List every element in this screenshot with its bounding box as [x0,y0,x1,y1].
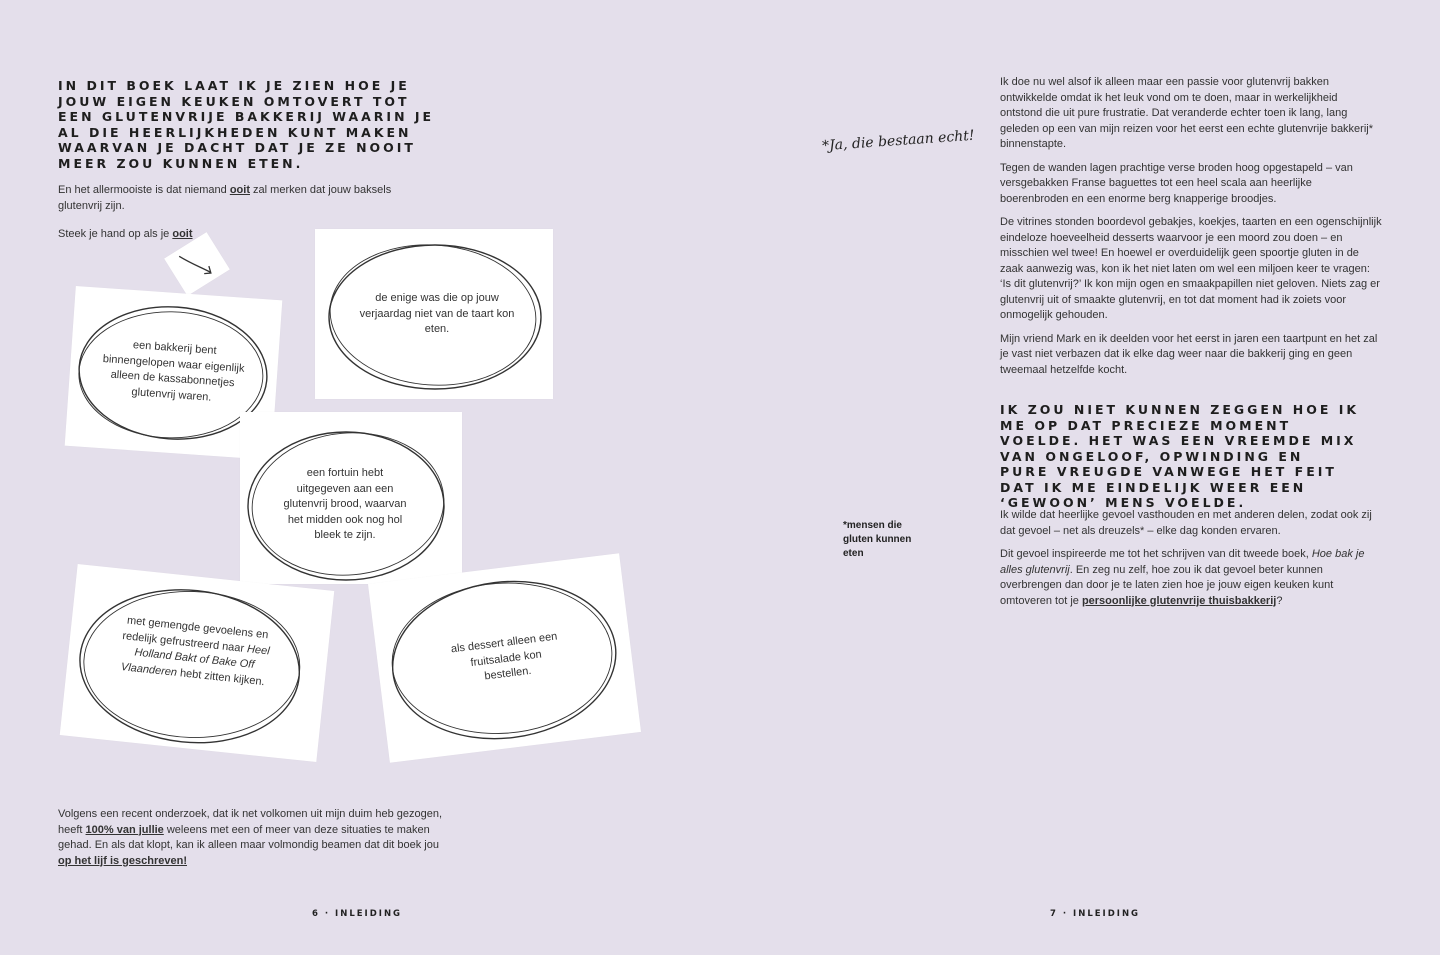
left-page-folio: 6 · INLEIDING [312,909,403,919]
situation-text-2: de enige was die op jouw verjaardag niet van de taart kon eten. [359,292,515,335]
p6-start: Dit gevoel inspireerde me tot het schrijven van dit tweede boek, [1000,548,1312,560]
intro-text-end: zal merken dat jouw baksels glutenvrij zijn. [58,184,392,212]
left-page-heading: IN DIT BOEK LAAT IK JE ZIEN HOE JE JOUW EIGEN KEUKEN OMTOVERT TOT EEN GLUTENVRIJE BAKKERIJ WAARIN JE AL DIE HEERLIJKHEDEN KUNT MAKEN WAARVAN JE DACHT DAT JE ZE NOOIT MEER ZOU KUNNEN ETEN. [58,78,435,171]
raise-hand-line [58,227,258,243]
paragraph-3: De vitrines stonden boordevol gebakjes, koekjes, taarten en een ogenschijnlijk eindeloze hoeveelheid desserts waarvoor je een moord zou doen – en misschien wel twee! En hoewel er overduidelijk geen spoortje gluten in de zaak aanwezig was, kon ik het niet laten om wel een miljoen keer te vragen: ‘Is dit glutenvrij?’ Ik kon mijn ogen en smaakpapillen niet geloven. Niets zag er glutenvrij uit of smaakte glutenvrij, en tot dat moment had ik zoiets voor onmogelijk gehouden. [1000,216,1382,321]
intro-text-start: En het allermooiste is dat niemand [58,184,230,196]
right-body-top [1000,75,1382,386]
paragraph-1: Ik doe nu wel alsof ik alleen maar een passie voor glutenvrij bakken ontwikkelde omdat ik het leuk vond om te doen, maar in werkelijkheid ontstond die uit pure frustratie. Dat veranderde echter toen ik lang, lang geleden op een van mijn reizen voor het eerst een echte glutenvrije bakkerij* binnenstapte. [1000,76,1374,150]
left-closing-paragraph [58,807,453,869]
situation-text-5: als dessert alleen een fruitsalade kon bestellen. [450,630,558,683]
intro-emphasis-ooit: ooit [229,184,250,196]
paragraph-2: Tegen de wanden lagen prachtige verse broden hoog opgestapeld – van versgebakken Franse baguettes tot een heel scala aan heerlijke boerenbroden en een enorme berg knapperige broodjes. [1000,161,1353,205]
situation-text-4a: met gemengde gevoelens en redelijk gefrustreerd naar [121,614,269,655]
p6-emphasis: persoonlijke glutenvrije thuisbakkerij [1081,594,1277,607]
situation-card-5 [368,553,641,762]
left-intro-paragraph [58,183,418,214]
raise-hand-text: Steek je hand op als je [58,228,173,240]
closing-text-2: weleens met een of meer van deze situaties te maken gehad. En als dat klopt, kan ik alleen maar volmondig beamen dat dit boek jou [58,823,439,851]
margin-script-note: *Ja, die bestaan echt! [821,127,976,155]
paragraph-4: Mijn vriend Mark en ik deelden voor het eerst in jaren een taartpunt en het zal je vast niet verbazen dat ik elke dag weer naar die bakkerij ging en geen tweemaal hetzelfde kocht. [1000,332,1378,376]
right-page-heading: IK ZOU NIET KUNNEN ZEGGEN HOE IK ME OP DAT PRECIEZE MOMENT VOELDE. HET WAS EEN VREEMDE MIX VAN ONGELOOF, OPWINDING EN PURE VREUGDE VANWEGE HET FEIT DAT IK ME EINDELIJK WEER EEN ‘GEWOON’ MENS VOELDE. [1000,402,1360,510]
situation-text-4-titles: Heel Holland Bakt of Bake Off Vlaanderen [120,642,271,679]
raise-hand-emphasis: ooit [172,228,193,240]
book-title: Hoe bak je alles glutenvrij [1000,548,1365,576]
situation-text-1: een bakkerij bent binnengelopen waar eigenlijk alleen de kassabonnetjes glutenvrij waren. [102,339,245,404]
paragraph-6 [1000,547,1382,609]
paragraph-5: Ik wilde dat heerlijke gevoel vasthouden en met anderen delen, zodat ook zij dat gevoel – net als dreuzels* – elke dag konden ervaren. [1000,509,1372,537]
p6-middle: . En zeg nu zelf, hoe zou ik dat gevoel beter kunnen overbrengen dan door je te laten zien hoe je jouw eigen keuken kunt omtoveren tot je [1000,563,1334,607]
closing-text-1: Volgens een recent onderzoek, dat ik net volkomen uit mijn duim heb gezogen, heeft [58,808,443,836]
p6-end: ? [1276,594,1283,607]
situation-text-3: een fortuin hebt uitgegeven aan een glutenvrij brood, waarvan het midden ook nog hol bleek te zijn. [283,467,407,541]
closing-emphasis-2: op het lijf is geschreven! [58,854,187,867]
situation-card-3 [240,412,462,584]
closing-emphasis-1: 100% van jullie [85,823,164,836]
situation-text-4b: hebt zitten kijken. [179,666,266,688]
right-body-bottom [1000,508,1382,617]
situation-card-2 [315,229,553,399]
margin-footnote: *mensen die gluten kunnen eten [843,520,912,559]
right-page-folio: 7 · INLEIDING [1050,909,1141,919]
situation-card-4 [60,564,335,762]
